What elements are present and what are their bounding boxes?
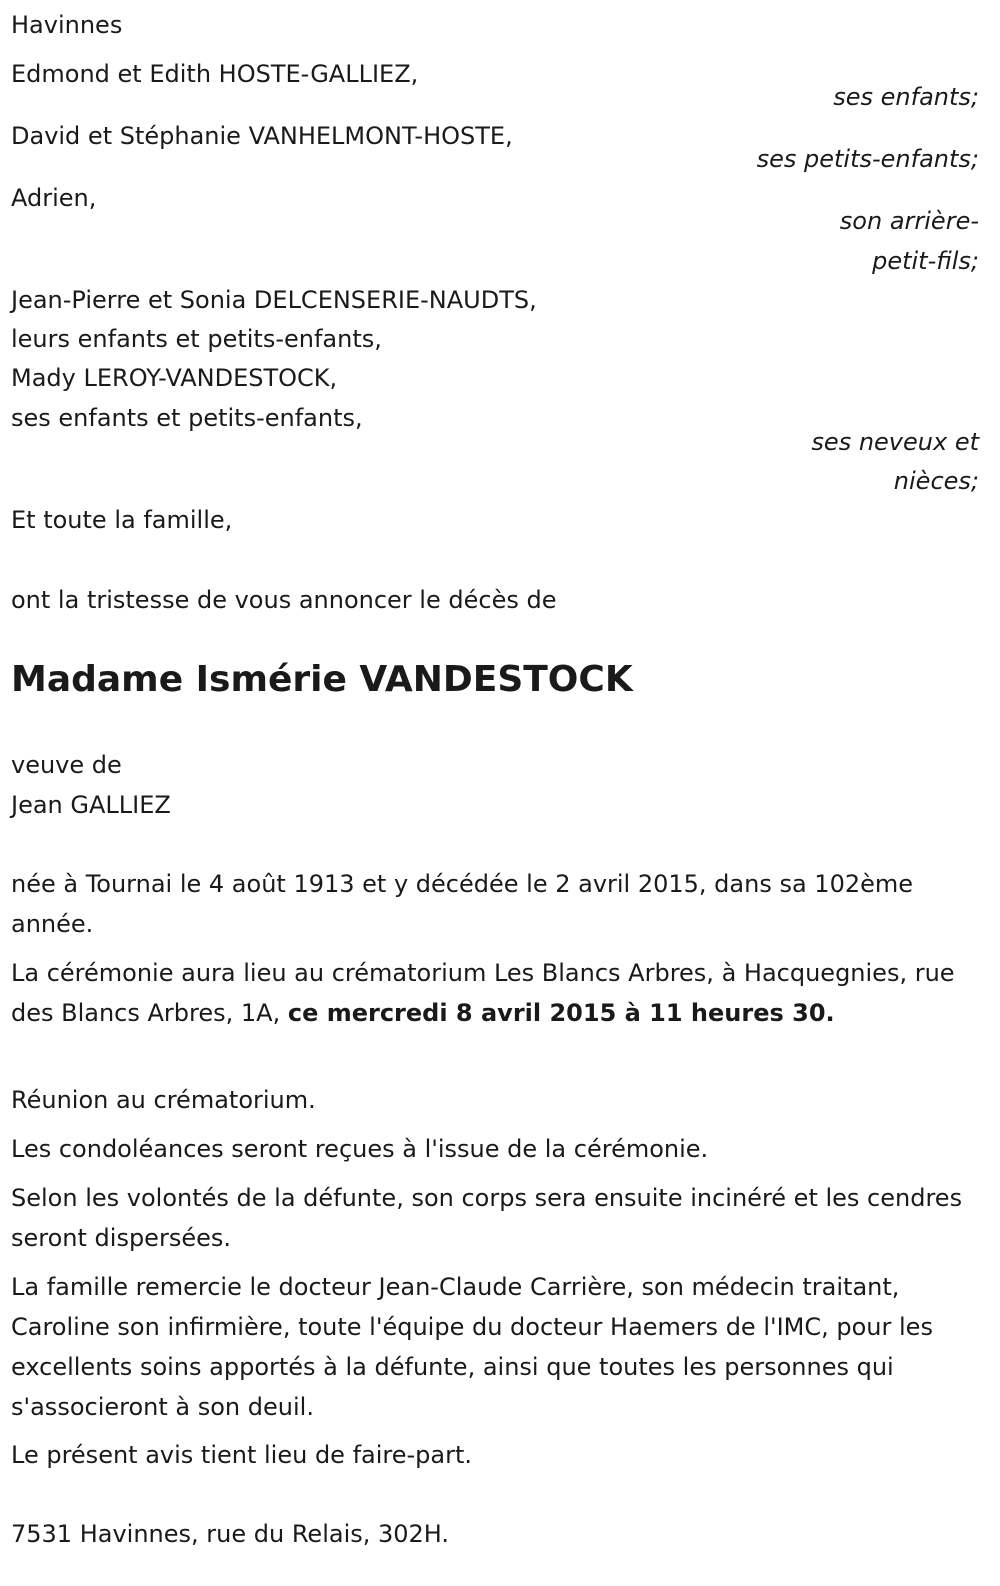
deceased-name: Madame Ismérie VANDESTOCK	[11, 659, 633, 700]
family-grandchildren-relation: ses petits-enfants;	[756, 145, 979, 173]
family-greatgrandchild-relation-line1: son arrière-	[839, 207, 979, 235]
family-greatgrandchild-relation-line2: petit-fils;	[872, 247, 979, 275]
nephews-line: leurs enfants et petits-enfants,	[11, 325, 382, 353]
family-grandchildren-names: David et Stéphanie VANHELMONT-HOSTE,	[11, 122, 513, 150]
address-line: 7531 Havinnes, rue du Relais, 302H.	[11, 1520, 450, 1548]
announcement-line: ont la tristesse de vous annoncer le décès de	[11, 586, 557, 614]
ceremony-datetime: ce mercredi 8 avril 2015 à 11 heures 30.	[287, 999, 835, 1027]
nephews-relation-line2: nièces;	[893, 467, 979, 495]
family-greatgrandchild-name: Adrien,	[11, 184, 97, 212]
thanks-paragraph: La famille remercie le docteur Jean-Claude Carrière, son médecin traitant, Caroline son infirmière, toute l'équipe du docteur Haemers de l'IMC, pour les excellents soins apportés à la défunte, ainsi que toutes les personnes qui s'associeront à son deuil.	[11, 1273, 933, 1421]
wishes-paragraph: Selon les volontés de la défunte, son corps sera ensuite incinéré et les cendres seront dispersées.	[11, 1184, 963, 1252]
nephews-line: ses enfants et petits-enfants,	[11, 404, 363, 432]
family-children-relation: ses enfants;	[833, 83, 979, 111]
nephews-line: Jean-Pierre et Sonia DELCENSERIE-NAUDTS,	[11, 286, 537, 314]
spouse-name: Jean GALLIEZ	[11, 791, 171, 819]
birth-death-paragraph: née à Tournai le 4 août 1913 et y décédée le 2 avril 2015, dans sa 102ème année.	[11, 870, 914, 938]
widow-of-label: veuve de	[11, 751, 122, 779]
location-heading: Havinnes	[11, 11, 123, 39]
nephews-line: Mady LEROY-VANDESTOCK,	[11, 364, 338, 392]
reunion-line: Réunion au crématorium.	[11, 1086, 316, 1114]
condolences-line: Les condoléances seront reçues à l'issue de la cérémonie.	[11, 1135, 709, 1163]
notice-line: Le présent avis tient lieu de faire-part.	[11, 1441, 473, 1469]
ceremony-paragraph	[11, 953, 986, 1033]
family-children-names: Edmond et Edith HOSTE-GALLIEZ,	[11, 60, 419, 88]
whole-family-line: Et toute la famille,	[11, 506, 233, 534]
nephews-relation-line1: ses neveux et	[811, 428, 979, 456]
ceremony-text: La cérémonie aura lieu au crématorium Les Blancs Arbres, à Hacquegnies, rue des Blancs Arbres, 1A,	[11, 959, 955, 1027]
